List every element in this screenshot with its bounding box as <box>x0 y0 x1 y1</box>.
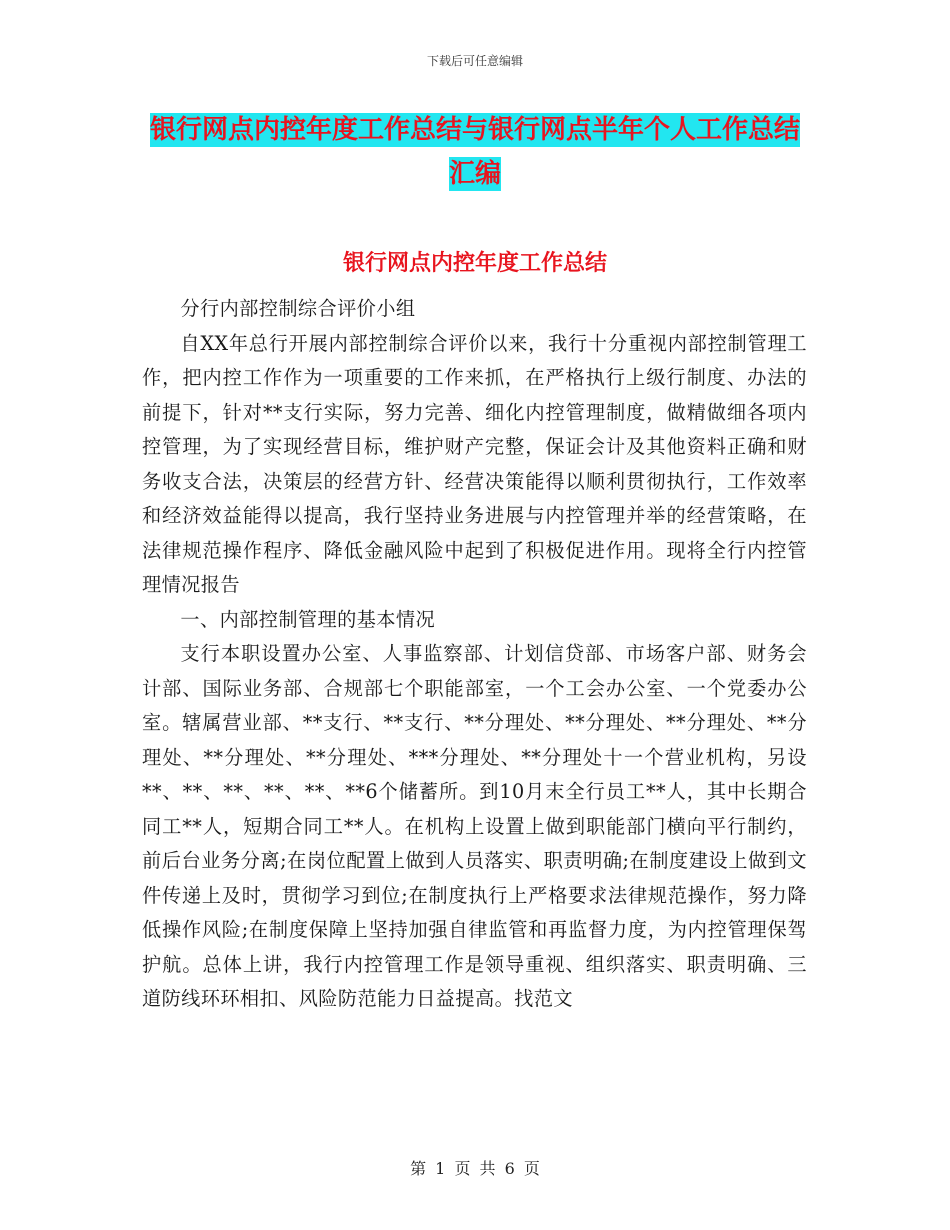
document-title <box>140 108 810 196</box>
paragraph-intro: 自XX年总行开展内部控制综合评价以来，我行十分重视内部控制管理工作，把内控工作作为一项重要的工作来抓，在严格执行上级行制度、办法的前提下，针对**支行实际，努力完善、细化内控管理制度，做精做细各项内控管理，为了实现经营目标，维护财产完整，保证会计及其他资料正确和财务收支合法，决策层的经营方针、经营决策能得以顺利贯彻执行，工作效率和经济效益能得以提高，我行坚持业务进展与内控管理并举的经营策略，在法律规范操作程序、降低金融风险中起到了积极促进作用。现将全行内控管理情况报告 <box>142 331 807 596</box>
section-title: 银行网点内控年度工作总结 <box>342 251 607 276</box>
paragraph-heading-basic-situation: 一、内部控制管理的基本情况 <box>180 607 436 631</box>
page-number: 第 1 页 共 6 页 <box>410 1159 540 1178</box>
paragraph-organization: 支行本职设置办公室、人事监察部、计划信贷部、市场客户部、财务会计部、国际业务部、合规部七个职能部室，一个工会办公室、一个党委办公室。辖属营业部、**支行、**支行、**分理处、**分理处、**分理处、**分理处、**分理处、**分理处、***分理处、**分理处十一个营业机构，另设**、**、**、**、**、**6个储蓄所。到10月末全行员工**人，其中长期合同工**人，短期合同工**人。在机构上设置上做到职能部门横向平行制约，前后台业务分离;在岗位配置上做到人员落实、职责明确;在制度建设上做到文件传递上及时，贯彻学习到位;在制度执行上严格要求法律规范操作，努力降低操作风险;在制度保障上坚持加强自律监管和再监督力度，为内控管理保驾护航。总体上讲，我行内控管理工作是领导重视、组织落实、职责明确、三道防线环环相扣、风险防范能力日益提高。找范文 <box>142 642 807 1010</box>
document-title-text: 银行网点内控年度工作总结与银行网点半年个人工作总结汇编 <box>149 115 800 189</box>
document-body <box>142 292 807 1017</box>
header-note: 下载后可任意编辑 <box>426 54 523 68</box>
paragraph-addressee: 分行内部控制综合评价小组 <box>180 297 416 320</box>
